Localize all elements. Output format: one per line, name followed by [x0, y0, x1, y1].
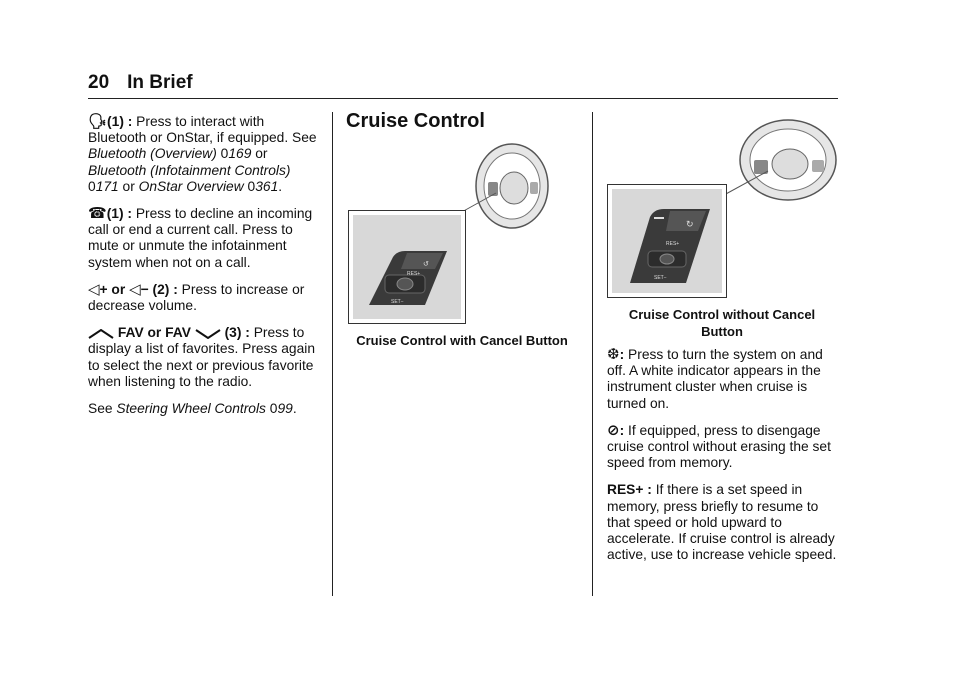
set-label-2: SET− [654, 275, 667, 281]
section-heading: Cruise Control [346, 110, 485, 132]
res-label-2: RES+ [666, 241, 680, 247]
section-title: In Brief [127, 72, 193, 93]
page-number: 20 [88, 72, 110, 93]
res-label: RES+ [407, 271, 421, 277]
volume-item: ◁+ or ◁− (2) : Press to increase or decrease volume. [88, 280, 305, 314]
end-call-icon: ☎ [88, 205, 107, 223]
no-cancel-button-inset [607, 184, 727, 298]
cruise-cancel-item: ⊘: If equipped, press to disengage cruise control without erasing the set speed from memory. [607, 421, 831, 471]
link-onstar-overview[interactable]: OnStar Overview [138, 178, 244, 194]
end-call-item: ☎(1) : Press to decline an incoming call or end a current call. Press to mute or unmute the infotainment system when not on a call. [88, 205, 313, 270]
see-also-item: See Steering Wheel Controls 099. [88, 401, 297, 417]
chevron-up-icon [88, 325, 114, 340]
set-label: SET− [391, 299, 404, 305]
link-bluetooth-overview[interactable]: Bluetooth (Overview) [88, 146, 217, 162]
callout-line-2 [722, 170, 770, 196]
header-rule [88, 98, 838, 99]
column-1 [88, 114, 320, 428]
volume-icon: ◁ [88, 280, 100, 298]
link-steering-wheel-controls[interactable]: Steering Wheel Controls [116, 401, 266, 417]
voice-icon: 🗣︎ [88, 113, 108, 130]
figure-caption-2: Cruise Control without Cancel Button [628, 307, 816, 339]
svg-text:↻: ↻ [686, 219, 694, 229]
cruise-on-off-icon: ❆ [607, 346, 620, 363]
volume-icon: ◁ [129, 280, 141, 298]
favorites-item: FAV or FAV (3) : Press to display a list of favorites. Press again to select the next or previous favorite when listening to the radio. [88, 325, 315, 389]
res-plus-item: RES+ : If there is a set speed in memory, press briefly to resume to that speed or hold upward to accelerate. If cruise control is already active, use to increase vehicle speed. [607, 482, 837, 563]
figure-caption-1: Cruise Control with Cancel Button [356, 333, 568, 348]
page-header [88, 72, 193, 94]
cruise-cancel-icon: ⊘ [607, 421, 620, 439]
cancel-button-inset [348, 210, 466, 324]
column-divider-1 [332, 112, 333, 596]
column-divider-2 [592, 112, 593, 596]
svg-text:↺: ↺ [423, 261, 429, 268]
link-bluetooth-infotainment[interactable]: Bluetooth (Infotainment Controls) [88, 162, 291, 178]
column-3-text [607, 347, 843, 574]
voice-button-item: 🗣︎(1) : Press to interact with Bluetooth or OnStar, if equipped. See Bluetooth (Overview) 0169 or Bluetooth (Infotainment Controls) 0171 or OnStar Overview 0361. [88, 113, 317, 194]
cruise-on-off-item: ❆: Press to turn the system on and off. A white indicator appears in the instrument cluster when cruise is turned on. [607, 346, 823, 411]
steering-wheel-illustration [468, 142, 550, 232]
chevron-down-icon [195, 325, 221, 340]
